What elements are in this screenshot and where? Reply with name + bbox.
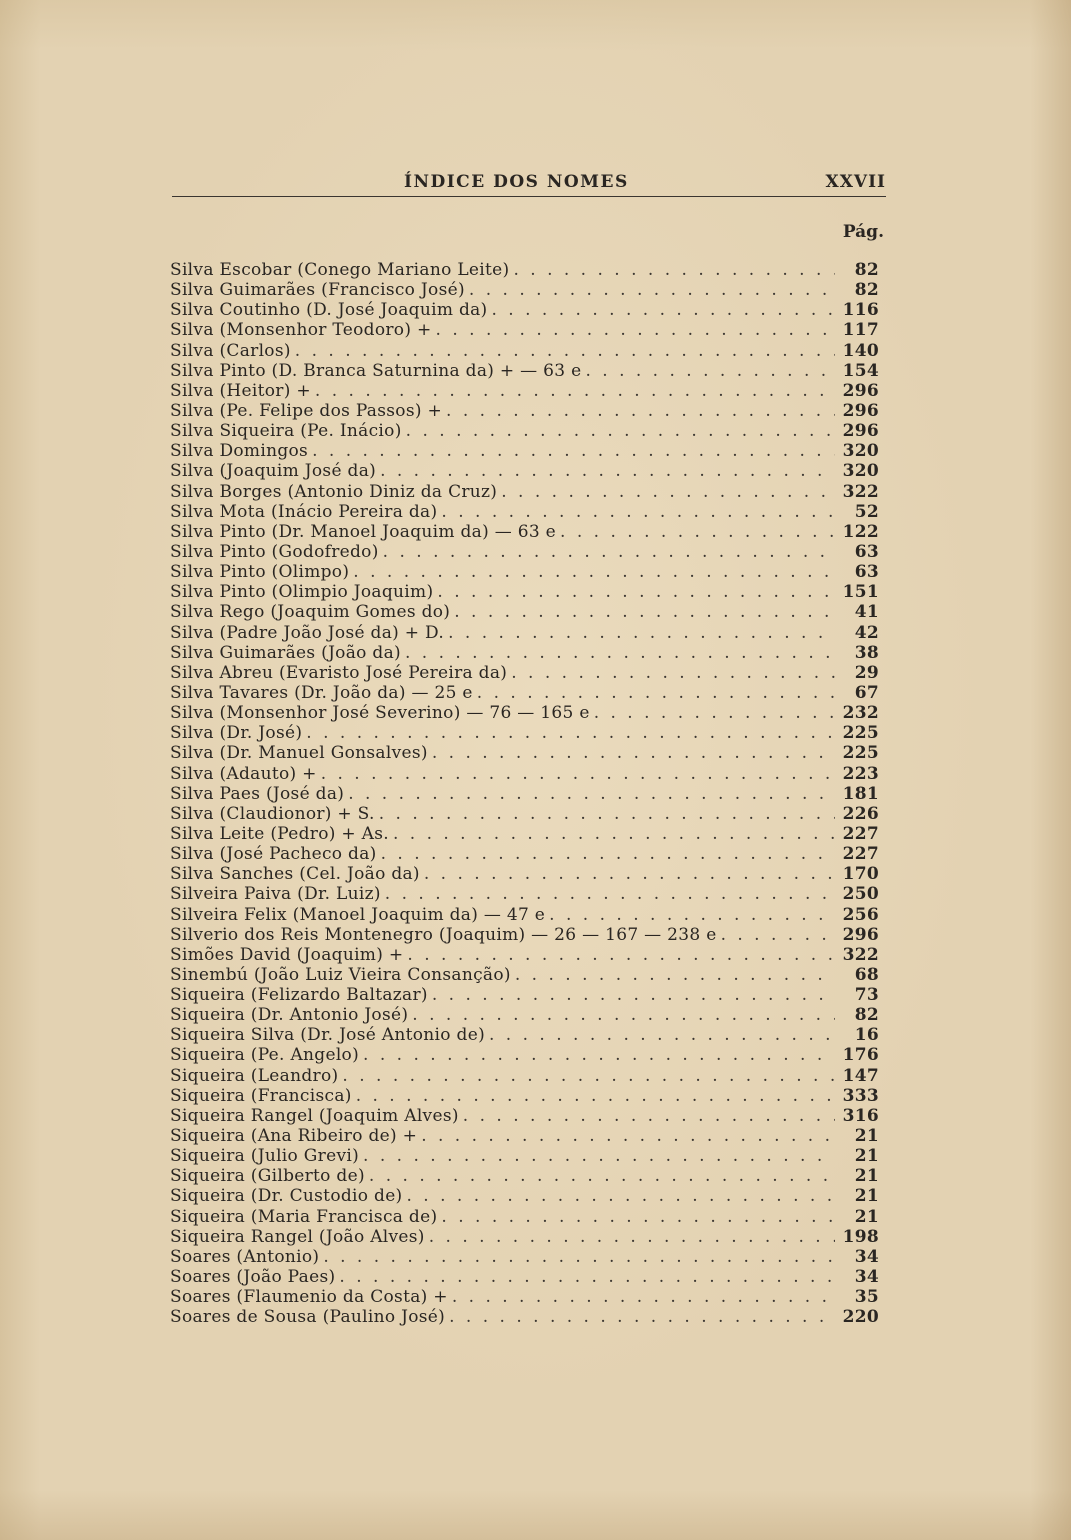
- index-entry: [170, 663, 879, 683]
- entry-name: Simões David (Joaquim) +: [170, 944, 404, 965]
- entry-page-number: 35: [854, 1287, 879, 1308]
- entry-name: Siqueira (Gilberto de): [170, 1166, 365, 1187]
- entry-page-number: 122: [842, 521, 879, 542]
- entry-name: Silva Mota (Inácio Pereira da): [170, 501, 438, 522]
- index-entry: [170, 905, 879, 925]
- entry-name: Silva Guimarães (João da): [170, 642, 401, 663]
- index-entry: [170, 925, 879, 945]
- entry-name: Soares (Antonio): [170, 1246, 320, 1267]
- dot-leader: [315, 381, 835, 401]
- entry-page-number: 232: [842, 703, 879, 724]
- entry-page-number: 34: [854, 1246, 879, 1267]
- entry-name: Silva Guimarães (Francisco José): [170, 280, 465, 301]
- index-entry: [170, 562, 879, 582]
- dot-leader: [441, 1207, 835, 1227]
- entry-page-number: 316: [842, 1105, 879, 1126]
- index-entry: [170, 461, 879, 481]
- entry-page-number: 21: [854, 1166, 879, 1187]
- index-entry: [170, 1106, 879, 1126]
- index-entry: [170, 1186, 879, 1206]
- dot-leader: [436, 320, 835, 340]
- entry-name: Siqueira (Felizardo Baltazar): [170, 985, 428, 1006]
- entry-name: Silva (Carlos): [170, 340, 291, 361]
- entry-name: Silva Sanches (Cel. João da): [170, 864, 420, 885]
- entry-page-number: 223: [842, 763, 879, 784]
- entry-name: Silva Escobar (Conego Mariano Leite): [170, 260, 510, 280]
- index-entry: [170, 643, 879, 663]
- entry-page-number: 21: [854, 1126, 879, 1147]
- dot-leader: [306, 723, 835, 743]
- index-entry: [170, 441, 879, 461]
- entry-name: Silva Pinto (Dr. Manoel Joaquim da) — 63 e: [170, 521, 557, 542]
- index-entry: [170, 1045, 879, 1065]
- dot-leader: [393, 824, 835, 844]
- entry-page-number: 116: [842, 300, 879, 321]
- entry-name: Silva Pinto (D. Branca Saturnina da) + — 63 e: [170, 360, 582, 381]
- dot-leader: [321, 764, 835, 784]
- index-entry: [170, 341, 879, 361]
- index-entry: [170, 1166, 879, 1186]
- dot-leader: [379, 804, 835, 824]
- entry-name: Silva (Dr. José): [170, 723, 303, 744]
- entry-name: Silva (Adauto) +: [170, 763, 317, 784]
- index-entry: [170, 542, 879, 562]
- index-entry: [170, 421, 879, 441]
- index-entry: [170, 945, 879, 965]
- entry-page-number: 333: [842, 1085, 879, 1106]
- entry-page-number: 82: [854, 1005, 879, 1026]
- index-entry: [170, 884, 879, 904]
- entry-name: Silva (Heitor) +: [170, 380, 311, 401]
- dot-leader: [356, 1086, 835, 1106]
- entry-name: Silva (Claudionor) + S.: [170, 803, 375, 824]
- dot-leader: [463, 1106, 835, 1126]
- entry-name: Silva (Monsenhor José Severino) — 76 — 165 e: [170, 703, 590, 724]
- dot-leader: [452, 1287, 835, 1307]
- dot-leader: [454, 602, 835, 622]
- dot-leader: [363, 1146, 835, 1166]
- entry-name: Silva Leite (Pedro) + As.: [170, 823, 389, 844]
- entry-name: Silva (Monsenhor Teodoro) +: [170, 320, 432, 341]
- entry-page-number: 220: [842, 1307, 879, 1328]
- index-entry: [170, 804, 879, 824]
- name-index-list: [170, 260, 879, 1327]
- entry-page-number: 21: [854, 1206, 879, 1227]
- dot-leader: [312, 441, 835, 461]
- dot-leader: [421, 1126, 835, 1146]
- dot-leader: [515, 965, 835, 985]
- index-entry: [170, 381, 879, 401]
- entry-page-number: 256: [842, 904, 879, 925]
- entry-page-number: 250: [842, 884, 879, 905]
- index-entry: [170, 1086, 879, 1106]
- dot-leader: [295, 341, 835, 361]
- dot-leader: [339, 1267, 835, 1287]
- index-entry: [170, 723, 879, 743]
- entry-page-number: 320: [842, 461, 879, 482]
- index-entry: [170, 764, 879, 784]
- index-entry: [170, 985, 879, 1005]
- entry-name: Silva (Padre João José da) + D.: [170, 622, 445, 643]
- dot-leader: [477, 683, 835, 703]
- index-entry: [170, 502, 879, 522]
- index-entry: [170, 965, 879, 985]
- entry-name: Siqueira (Francisca): [170, 1085, 352, 1106]
- dot-leader: [406, 421, 835, 441]
- index-entry: [170, 623, 879, 643]
- dot-leader: [594, 703, 835, 723]
- dot-leader: [407, 945, 835, 965]
- dot-leader: [407, 1186, 836, 1206]
- index-entry: [170, 864, 879, 884]
- dot-leader: [513, 260, 835, 280]
- dot-leader: [501, 482, 835, 502]
- dot-leader: [449, 1307, 835, 1327]
- entry-page-number: 320: [842, 441, 879, 462]
- entry-page-number: 198: [842, 1226, 879, 1247]
- entry-page-number: 322: [842, 481, 879, 502]
- entry-name: Siqueira Silva (Dr. José Antonio de): [170, 1025, 485, 1046]
- entry-name: Silva Tavares (Dr. João da) — 25 e: [170, 682, 473, 703]
- dot-leader: [489, 1025, 835, 1045]
- dot-leader: [369, 1166, 835, 1186]
- entry-page-number: 181: [842, 783, 879, 804]
- entry-page-number: 16: [854, 1025, 879, 1046]
- index-entry: [170, 824, 879, 844]
- index-entry: [170, 401, 879, 421]
- entry-page-number: 82: [854, 260, 879, 280]
- page-number-roman: XXVII: [825, 172, 886, 192]
- index-entry: [170, 683, 879, 703]
- dot-leader: [560, 522, 835, 542]
- entry-page-number: 42: [854, 622, 879, 643]
- entry-name: Siqueira (Pe. Angelo): [170, 1045, 360, 1066]
- entry-name: Siqueira (Julio Grevi): [170, 1146, 360, 1167]
- dot-leader: [383, 542, 835, 562]
- entry-page-number: 68: [854, 964, 879, 985]
- entry-page-number: 227: [842, 823, 879, 844]
- entry-page-number: 322: [842, 944, 879, 965]
- dot-leader: [432, 985, 835, 1005]
- dot-leader: [437, 582, 835, 602]
- entry-page-number: 176: [842, 1045, 879, 1066]
- index-entry: [170, 703, 879, 723]
- dot-leader: [446, 401, 835, 421]
- entry-page-number: 21: [854, 1146, 879, 1167]
- entry-name: Sinembú (João Luiz Vieira Consanção): [170, 964, 511, 985]
- entry-page-number: 52: [854, 501, 879, 522]
- index-entry: [170, 300, 879, 320]
- dot-leader: [412, 1005, 835, 1025]
- entry-page-number: 296: [842, 380, 879, 401]
- entry-page-number: 296: [842, 400, 879, 421]
- dot-leader: [448, 623, 835, 643]
- entry-name: Silva Pinto (Olimpio Joaquim): [170, 582, 434, 603]
- index-entry: [170, 582, 879, 602]
- entry-page-number: 296: [842, 421, 879, 442]
- entry-name: Silverio dos Reis Montenegro (Joaquim) — 26 — 167 — 238 e: [170, 924, 717, 945]
- entry-name: Soares de Sousa (Paulino José): [170, 1307, 446, 1328]
- entry-page-number: 38: [854, 642, 879, 663]
- entry-name: Siqueira (Maria Francisca de): [170, 1206, 438, 1227]
- index-entry: [170, 1247, 879, 1267]
- index-entry: [170, 260, 879, 280]
- dot-leader: [441, 502, 835, 522]
- entry-page-number: 226: [842, 803, 879, 824]
- entry-name: Soares (João Paes): [170, 1267, 336, 1288]
- entry-page-number: 296: [842, 924, 879, 945]
- dot-leader: [342, 1066, 835, 1086]
- entry-name: Silva Abreu (Evaristo José Pereira da): [170, 662, 508, 683]
- index-entry: [170, 482, 879, 502]
- entry-page-number: 151: [842, 582, 879, 603]
- index-entry: [170, 602, 879, 622]
- entry-page-number: 29: [854, 662, 879, 683]
- entry-name: Silva (José Pacheco da): [170, 844, 377, 865]
- entry-name: Silva Rego (Joaquim Gomes do): [170, 602, 451, 623]
- entry-name: Silva (Joaquim José da): [170, 461, 377, 482]
- index-entry: [170, 1287, 879, 1307]
- dot-leader: [323, 1247, 835, 1267]
- dot-leader: [469, 280, 835, 300]
- index-entry: [170, 1126, 879, 1146]
- dot-leader: [549, 905, 835, 925]
- dot-leader: [429, 1227, 835, 1247]
- index-entry: [170, 1025, 879, 1045]
- entry-name: Silveira Felix (Manoel Joaquim da) — 47 e: [170, 904, 546, 925]
- dot-leader: [363, 1045, 835, 1065]
- entry-page-number: 82: [854, 280, 879, 301]
- entry-name: Siqueira (Ana Ribeiro de) +: [170, 1126, 418, 1147]
- index-entry: [170, 1207, 879, 1227]
- index-entry: [170, 522, 879, 542]
- dot-leader: [380, 461, 835, 481]
- index-entry: [170, 1066, 879, 1086]
- entry-page-number: 227: [842, 844, 879, 865]
- index-entry: [170, 1146, 879, 1166]
- entry-name: Siqueira (Dr. Antonio José): [170, 1005, 409, 1026]
- dot-leader: [511, 663, 835, 683]
- index-entry: [170, 1005, 879, 1025]
- entry-name: Silva (Pe. Felipe dos Passos) +: [170, 400, 443, 421]
- index-entry: [170, 320, 879, 340]
- entry-page-number: 154: [842, 360, 879, 381]
- index-entry: [170, 784, 879, 804]
- entry-name: Siqueira Rangel (João Alves): [170, 1226, 425, 1247]
- entry-page-number: 67: [854, 682, 879, 703]
- entry-page-number: 147: [842, 1065, 879, 1086]
- entry-page-number: 63: [854, 541, 879, 562]
- entry-page-number: 41: [854, 602, 879, 623]
- entry-name: Silveira Paiva (Dr. Luiz): [170, 884, 381, 905]
- entry-page-number: 63: [854, 562, 879, 583]
- dot-leader: [385, 884, 835, 904]
- entry-name: Silva Domingos: [170, 441, 309, 462]
- entry-page-number: 73: [854, 985, 879, 1006]
- page-column-label: Pág.: [842, 222, 884, 242]
- dot-leader: [381, 844, 835, 864]
- index-entry: [170, 844, 879, 864]
- entry-page-number: 117: [842, 320, 879, 341]
- entry-name: Siqueira (Dr. Custodio de): [170, 1186, 403, 1207]
- index-entry: [170, 1227, 879, 1247]
- dot-leader: [424, 864, 835, 884]
- dot-leader: [353, 562, 835, 582]
- entry-page-number: 21: [854, 1186, 879, 1207]
- dot-leader: [348, 784, 835, 804]
- entry-name: Silva (Dr. Manuel Gonsalves): [170, 743, 428, 764]
- entry-page-number: 225: [842, 723, 879, 744]
- dot-leader: [721, 925, 835, 945]
- index-entry: [170, 280, 879, 300]
- index-entry: [170, 1267, 879, 1287]
- index-entry: [170, 743, 879, 763]
- entry-name: Silva Pinto (Godofredo): [170, 541, 379, 562]
- entry-name: Silva Siqueira (Pe. Inácio): [170, 421, 402, 442]
- page-header: [172, 170, 886, 197]
- index-entry: [170, 361, 879, 381]
- entry-page-number: 170: [842, 864, 879, 885]
- entry-page-number: 225: [842, 743, 879, 764]
- entry-name: Silva Pinto (Olimpo): [170, 562, 350, 583]
- entry-name: Soares (Flaumenio da Costa) +: [170, 1287, 448, 1308]
- entry-name: Siqueira (Leandro): [170, 1065, 339, 1086]
- running-title: ÍNDICE DOS NOMES: [404, 172, 629, 192]
- dot-leader: [492, 300, 836, 320]
- entry-name: Silva Coutinho (D. José Joaquim da): [170, 300, 488, 321]
- entry-name: Silva Paes (José da): [170, 783, 345, 804]
- dot-leader: [405, 643, 835, 663]
- entry-page-number: 140: [842, 340, 879, 361]
- entry-name: Silva Borges (Antonio Diniz da Cruz): [170, 481, 498, 502]
- index-entry: [170, 1307, 879, 1327]
- dot-leader: [585, 361, 835, 381]
- entry-page-number: 34: [854, 1267, 879, 1288]
- dot-leader: [432, 743, 835, 763]
- entry-name: Siqueira Rangel (Joaquim Alves): [170, 1105, 459, 1126]
